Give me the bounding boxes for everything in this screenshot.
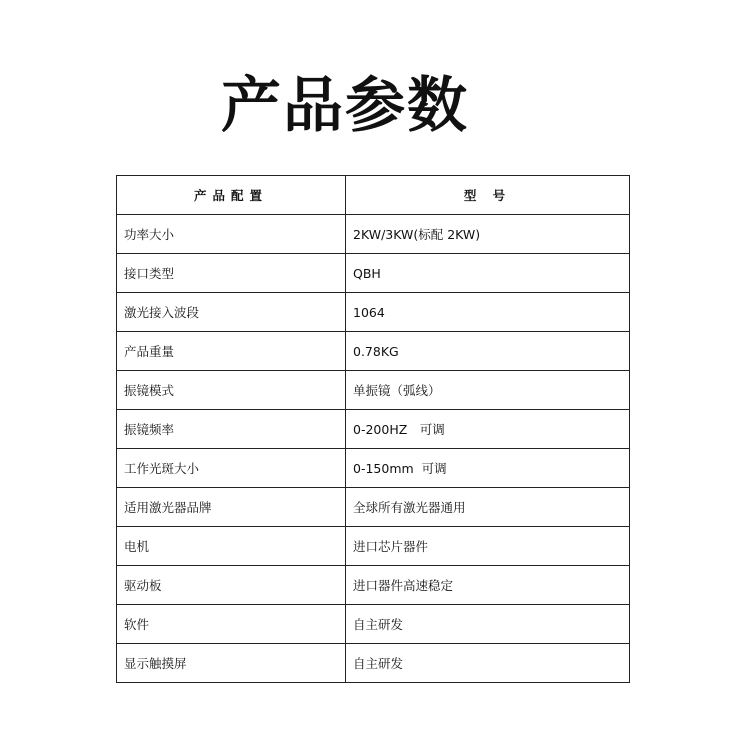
spec-value-cell: 自主研发 [346, 605, 630, 644]
spec-name-cell: 工作光斑大小 [117, 449, 346, 488]
table-row [117, 254, 630, 293]
page-title: 产品参数 [221, 71, 469, 141]
header-config: 产品配置 [117, 176, 346, 215]
table-row [117, 215, 630, 254]
spec-value-cell: 0.78KG [346, 332, 630, 371]
spec-name-cell: 功率大小 [117, 215, 346, 254]
spec-name-cell: 接口类型 [117, 254, 346, 293]
spec-name-cell: 显示触摸屏 [117, 644, 346, 683]
spec-value-cell: 0-200HZ 可调 [346, 410, 630, 449]
table-row [117, 566, 630, 605]
spec-name-cell: 驱动板 [117, 566, 346, 605]
spec-name-cell: 激光接入波段 [117, 293, 346, 332]
spec-table [116, 175, 630, 683]
spec-value-cell: 自主研发 [346, 644, 630, 683]
table-row [117, 332, 630, 371]
table-row [117, 527, 630, 566]
table-header-row [117, 176, 630, 215]
spec-name-cell: 产品重量 [117, 332, 346, 371]
spec-value-cell: 2KW/3KW(标配 2KW) [346, 215, 630, 254]
spec-name-cell: 软件 [117, 605, 346, 644]
table-row [117, 371, 630, 410]
spec-name-cell: 振镜频率 [117, 410, 346, 449]
table-row [117, 293, 630, 332]
table-row [117, 605, 630, 644]
spec-value-cell: 1064 [346, 293, 630, 332]
table-row [117, 449, 630, 488]
spec-name-cell: 适用激光器品牌 [117, 488, 346, 527]
spec-value-cell: QBH [346, 254, 630, 293]
table-row [117, 488, 630, 527]
header-model: 型 号 [346, 176, 630, 215]
spec-value-cell: 进口芯片器件 [346, 527, 630, 566]
spec-name-cell: 振镜模式 [117, 371, 346, 410]
spec-value-cell: 0-150mm 可调 [346, 449, 630, 488]
spec-name-cell: 电机 [117, 527, 346, 566]
spec-value-cell: 单振镜（弧线） [346, 371, 630, 410]
spec-value-cell: 全球所有激光器通用 [346, 488, 630, 527]
table-row [117, 644, 630, 683]
spec-value-cell: 进口器件高速稳定 [346, 566, 630, 605]
table-row [117, 410, 630, 449]
